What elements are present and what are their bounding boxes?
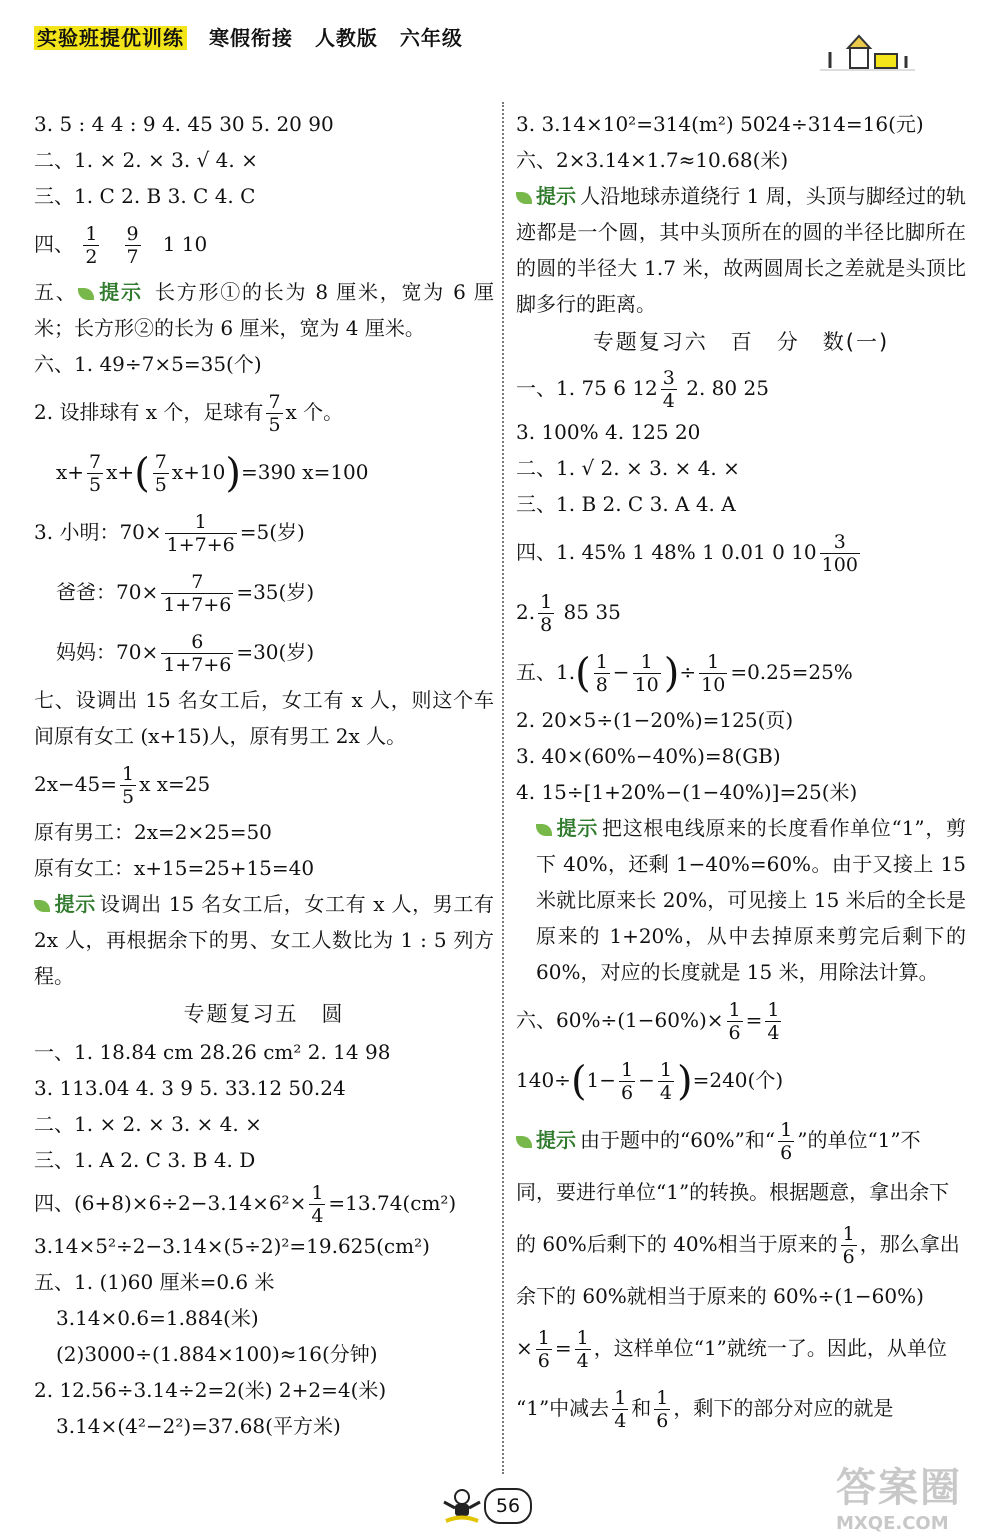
- header-house-illustration: [820, 30, 915, 78]
- tip-paragraph: [516, 810, 966, 990]
- fraction: $\frac{9}{7}$: [126, 223, 139, 268]
- cartoon-mascot-icon: [440, 1488, 484, 1524]
- equation-line: x+ $\frac{7}{5}$ x+( $\frac{7}{5}$ x+10)=390 x=100: [56, 450, 369, 497]
- answer-line: 三、1. C 2. B 3. C 4. C: [34, 184, 256, 208]
- answer-line: 3. 5 : 4 4 : 9 4. 45 30 5. 20 90: [34, 112, 334, 136]
- tip-line: × $\frac{1}{6}$ = $\frac{1}{4}$ ，这样单位“1”就统一了。因此，从单位: [516, 1327, 947, 1372]
- answer-line: 3. 100% 4. 125 20: [516, 420, 701, 444]
- tip-label: 提示: [536, 184, 577, 208]
- fraction: $\frac{7}{5}$: [268, 391, 281, 436]
- answer-line: 三、1. B 2. C 3. A 4. A: [516, 492, 736, 516]
- answer-line: 3.14×5²÷2−3.14×(5÷2)²=19.625(cm²): [34, 1234, 430, 1258]
- tip-label: 提示: [536, 1128, 576, 1152]
- answer-line: 一、1. 18.84 cm 28.26 cm² 2. 14 98: [34, 1040, 391, 1064]
- fraction: $\frac{1}{6}$: [728, 999, 741, 1044]
- answer-line: 2. 设排球有 x 个，足球有 $\frac{7}{5}$ x 个。: [34, 391, 344, 436]
- answer-line: 六、2×3.14×1.7≈10.68(米): [516, 148, 789, 172]
- leaf-icon: [516, 1136, 532, 1148]
- equation-line: 2x−45= $\frac{1}{5}$ x x=25: [34, 763, 211, 808]
- equation-line: 四、(6+8)×6÷2−3.14×6²× $\frac{1}{4}$ =13.74(cm²): [34, 1182, 457, 1227]
- equation-line: 爸爸：70× $\frac{7}{1+7+6}$ =35(岁): [56, 571, 315, 616]
- tip-line: 同，要进行单位“1”的转换。根据题意，拿出余下: [516, 1180, 950, 1204]
- fraction: $\frac{1}{6}$: [780, 1119, 793, 1164]
- section-title: 专题复习五 圆: [183, 1002, 345, 1026]
- leaf-icon: [516, 192, 532, 204]
- equation-line: 六、60%÷(1−60%)× $\frac{1}{6}$ = $\frac{1}{4}$: [516, 999, 780, 1044]
- fraction: $\frac{1}{6}$: [537, 1327, 550, 1372]
- leaf-icon: [78, 288, 94, 300]
- answer-line: 二、1. × 2. × 3. √ 4. ×: [34, 148, 258, 172]
- tip-text: 把这根电线原来的长度看作单位“1”，剪下 40%，还剩 1−40%=60%。由于又接上 15 米就比原来长 20%，可见接上 15 米后的全长是原来的 1+20%，从中去掉原来剪完后剩下的 60%，对应的长度就是 15 米，用除法计算。: [536, 816, 966, 984]
- fraction: $\frac{1}{8}$: [595, 651, 608, 696]
- answer-line: 二、1. × 2. × 3. × 4. ×: [34, 1112, 262, 1136]
- answer-line: 四、1. 45% 1 48% 1 0.01 0 10 $\frac{3}{100}$: [516, 531, 858, 576]
- section-title: 专题复习六 百 分 数(一): [592, 330, 890, 354]
- column-divider: [502, 102, 505, 1474]
- answer-line: 3.14×(4²−2²)=37.68(平方米): [56, 1414, 341, 1438]
- page-number: 56: [484, 1488, 532, 1524]
- fraction: $\frac{3}{100}$: [821, 531, 858, 576]
- fraction: $\frac{1}{4}$: [311, 1182, 324, 1227]
- answer-line: 3. 40×(60%−40%)=8(GB): [516, 744, 781, 768]
- answer-line: 3.14×0.6=1.884(米): [56, 1306, 259, 1330]
- fraction: $\frac{1}{2}$: [85, 223, 98, 268]
- edition-label: 寒假衔接: [208, 26, 293, 50]
- equation-line: 140÷(1− $\frac{1}{6}$ − $\frac{1}{4}$ )=240(个): [516, 1058, 784, 1105]
- tip-line: 的 60%后剩下的 40%相当于原来的 $\frac{1}{6}$ ，那么拿出: [516, 1223, 960, 1268]
- series-title: 实验班提优训练: [34, 26, 187, 50]
- answer-line: 原有男工：2x=2×25=50: [34, 820, 272, 844]
- tip-line: 提示 由于题中的“60%”和“ $\frac{1}{6}$ ”的单位“1”不: [516, 1110, 966, 1170]
- left-column: [34, 106, 494, 1444]
- answer-line: 一、1. 75 6 12 $\frac{3}{4}$ 2. 80 25: [516, 367, 769, 412]
- answer-line: 2. 12.56÷3.14÷2=2(米) 2+2=4(米): [34, 1378, 387, 1402]
- answer-line: 原有女工：x+15=25+15=40: [34, 856, 315, 880]
- fraction: $\frac{7}{5}$: [89, 451, 102, 496]
- leaf-icon: [34, 900, 50, 912]
- tip-line: “1”中减去 $\frac{1}{4}$ 和 $\frac{1}{6}$ ，剩下的部分对应的就是: [516, 1387, 894, 1432]
- fraction: $\frac{6}{1+7+6}$: [163, 631, 232, 676]
- fraction: $\frac{1}{4}$: [659, 1059, 672, 1104]
- tip-line: 余下的 60%就相当于原来的 60%÷(1−60%): [516, 1284, 924, 1308]
- tip-label: 提示: [97, 280, 143, 304]
- fraction: $\frac{1}{1+7+6}$: [166, 511, 235, 556]
- fraction: $\frac{1}{10}$: [634, 651, 659, 696]
- fraction: $\frac{7}{1+7+6}$: [163, 571, 232, 616]
- equation-line: 妈妈：70× $\frac{6}{1+7+6}$ =30(岁): [56, 631, 315, 676]
- answer-line: 3. 3.14×10²=314(m²) 5024÷314=16(元): [516, 112, 924, 136]
- tip-text: 长方形①的长为 8 厘米，宽为 6 厘米；长方形②的长为 6 厘米，宽为 4 厘米。: [34, 280, 495, 340]
- watermark: [836, 1456, 986, 1532]
- answer-line: 4. 15÷[1+20%−(1−40%)]=25(米): [516, 780, 858, 804]
- answer-line: 2. 20×5÷(1−20%)=125(页): [516, 708, 794, 732]
- fraction: $\frac{1}{4}$: [576, 1327, 589, 1372]
- answer-line: (2)3000÷(1.884×100)≈16(分钟): [56, 1342, 378, 1366]
- tip-text: 设调出 15 名女工后，女工有 x 人，男工有 2x 人，再根据余下的男、女工人数比为 1 : 5 列方程。: [34, 892, 494, 988]
- fraction: $\frac{1}{6}$: [842, 1223, 855, 1268]
- fraction: $\frac{1}{6}$: [621, 1059, 634, 1104]
- tip-text: 人沿地球赤道绕行 1 周，头顶与脚经过的轨迹都是一个圆，其中头顶所在的圆的半径比脚所在的圆的半径大 1.7 米，故两圆周长之差就是头顶比脚多行的距离。: [516, 184, 966, 316]
- watermark-url: MXQE.COM: [836, 1513, 949, 1534]
- answer-line: 二、1. √ 2. × 3. × 4. ×: [516, 456, 740, 480]
- fraction: $\frac{7}{5}$: [154, 451, 167, 496]
- grade-label: 六年级: [399, 26, 463, 50]
- fraction: $\frac{1}{4}$: [767, 999, 780, 1044]
- answer-line: 2. $\frac{1}{8}$ 85 35: [516, 591, 621, 636]
- watermark-logo-text: 答案圈: [836, 1465, 962, 1511]
- page-header: [34, 22, 477, 51]
- fraction: $\frac{1}{4}$: [614, 1387, 627, 1432]
- tip-paragraph: [34, 886, 494, 994]
- tip-label: 提示: [556, 816, 599, 840]
- equation-line: 五、1.( $\frac{1}{8}$ − $\frac{1}{10}$ )÷ $\frac{1}{10}$ =0.25=25%: [516, 650, 853, 697]
- answer-line: 六、1. 49÷7×5=35(个): [34, 352, 262, 376]
- leaf-icon: [536, 824, 552, 836]
- answer-line: 三、1. A 2. C 3. B 4. D: [34, 1148, 256, 1172]
- fraction: $\frac{1}{5}$: [121, 763, 135, 808]
- equation-line: 3. 小明：70× $\frac{1}{1+7+6}$ =5(岁): [34, 511, 305, 556]
- answer-line: [34, 214, 494, 274]
- answer-text: 1 10: [162, 232, 208, 256]
- tip-paragraph: [34, 274, 494, 346]
- publisher-label: 人教版: [314, 26, 378, 50]
- fraction: $\frac{1}{10}$: [701, 651, 726, 696]
- right-column: [516, 106, 966, 1438]
- answer-paragraph: 七、设调出 15 名女工后，女工有 x 人，则这个车间原有女工 (x+15)人，原有男工 2x 人。: [34, 688, 494, 748]
- page-number-badge: [440, 1488, 560, 1524]
- fraction: $\frac{1}{8}$: [540, 591, 553, 636]
- answer-line: 3. 113.04 4. 3 9 5. 33.12 50.24: [34, 1076, 346, 1100]
- tip-paragraph: [516, 178, 966, 322]
- fraction: $\frac{3}{4}$: [662, 367, 675, 412]
- fraction: $\frac{1}{6}$: [656, 1387, 669, 1432]
- item-prefix: 四、: [34, 232, 74, 256]
- answer-line: 五、1. (1)60 厘米=0.6 米: [34, 1270, 275, 1294]
- tip-label: 提示: [54, 892, 96, 916]
- item-prefix: 五、: [34, 280, 78, 304]
